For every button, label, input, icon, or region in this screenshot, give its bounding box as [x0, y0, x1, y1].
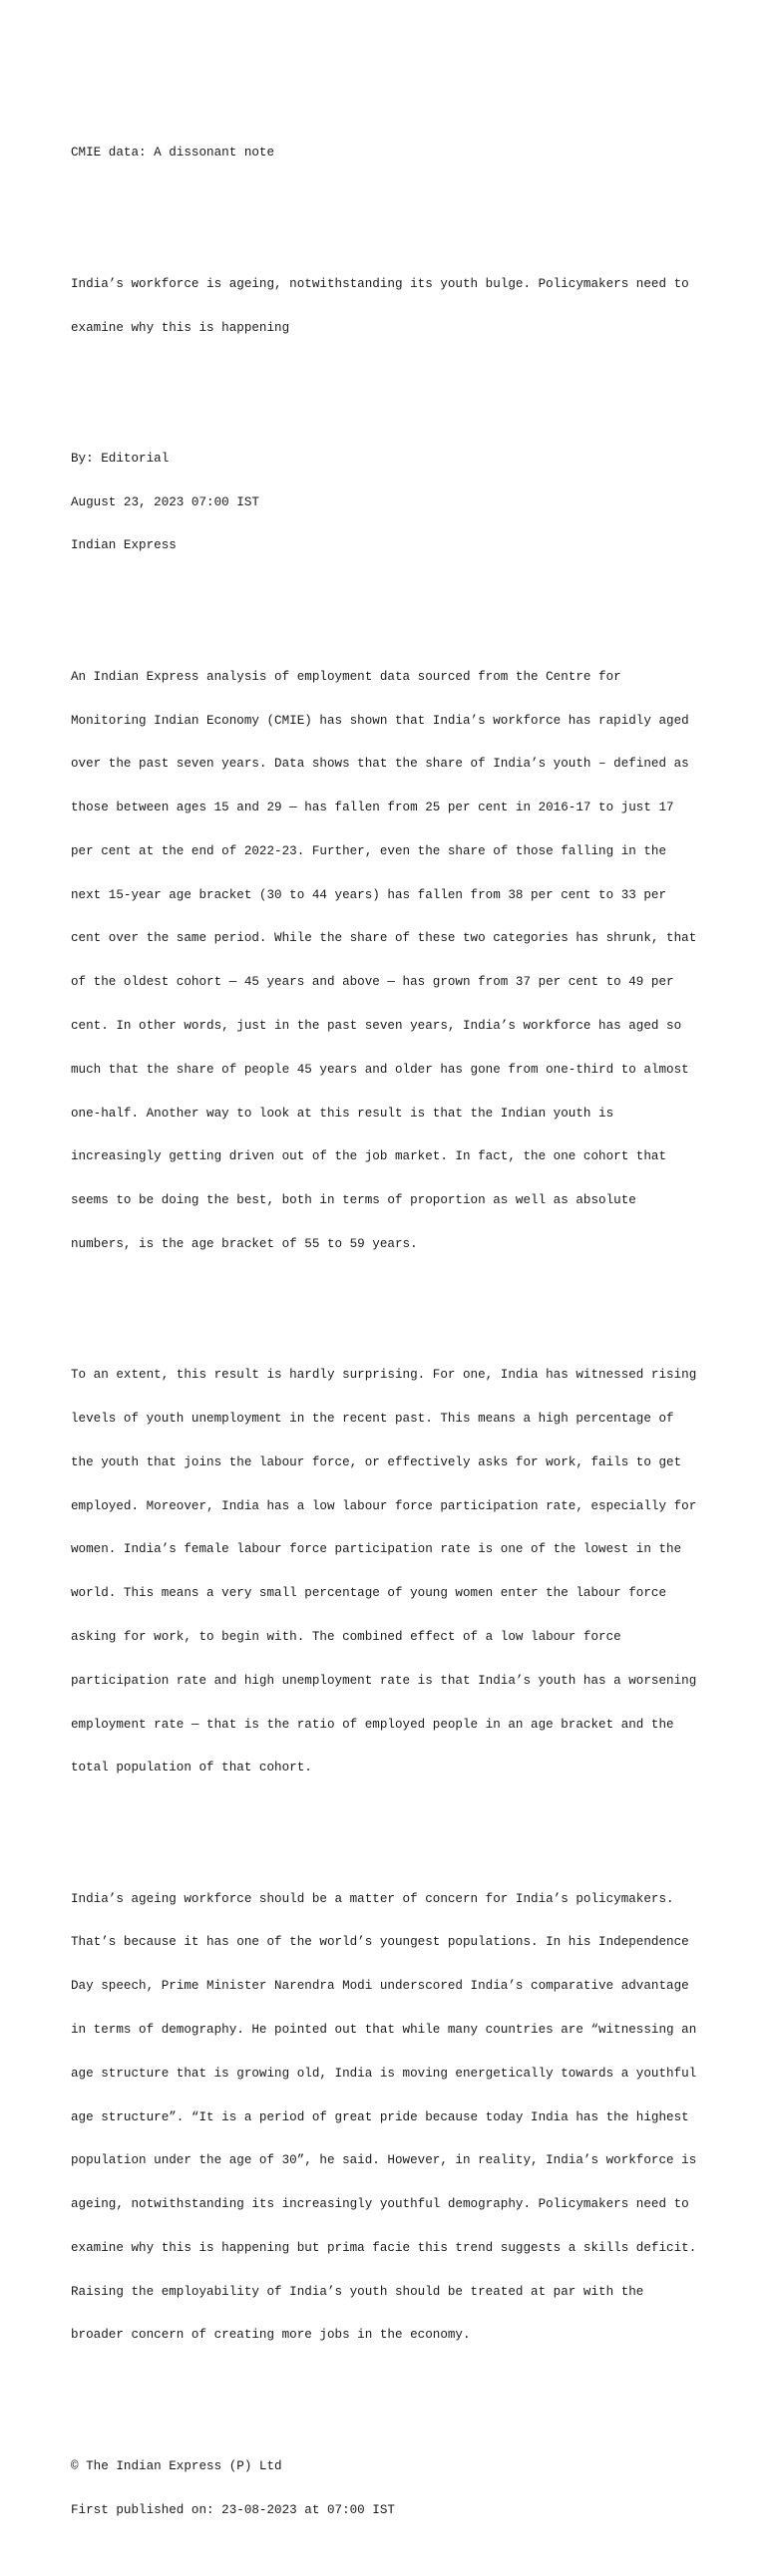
paragraph-line: age structure that is growing old, India is moving energetically towards a youthful [71, 2066, 697, 2081]
paragraph-line: next 15-year age bracket (30 to 44 years) has fallen from 38 per cent to 33 per [71, 887, 667, 902]
paragraph-line: the youth that joins the labour force, or effectively asks for work, fails to get [71, 1454, 682, 1469]
paragraph-line: An Indian Express analysis of employment data sourced from the Centre for [71, 669, 621, 684]
dateline: August 23, 2023 07:00 IST [71, 494, 259, 509]
paragraph-line: cent. In other words, just in the past seven years, India’s workforce has aged so [71, 1019, 682, 1033]
paragraph-line: those between ages 15 and 29 — has fallen from 25 per cent in 2016-17 to just 17 [71, 801, 674, 815]
paragraph-line: population under the age of 30”, he said. However, in reality, India’s workforce is [71, 2153, 697, 2168]
subtitle-block [71, 248, 719, 365]
paragraph-line: one-half. Another way to look at this result is that the Indian youth is [71, 1106, 614, 1121]
paragraph-line: employed. Moreover, India has a low labour force participation rate, especially for [71, 1498, 697, 1513]
paragraph-line: ageing, notwithstanding its increasingly youthful demography. Policymakers need to [71, 2197, 689, 2212]
article [71, 88, 719, 2576]
paragraph-line: employment rate — that is the ratio of employed people in an age bracket and the [71, 1717, 674, 1732]
paragraph-line: over the past seven years. Data shows that the share of India’s youth – defined as [71, 757, 689, 772]
paragraph-3 [71, 1862, 719, 2372]
paragraph-line: To an extent, this result is hardly surprising. For one, India has witnessed rising [71, 1368, 697, 1383]
paragraph-line: levels of youth unemployment in the recent past. This means a high percentage of [71, 1412, 674, 1427]
paragraph-line: total population of that cohort. [71, 1761, 312, 1775]
meta-block [71, 423, 719, 583]
paragraph-line: world. This means a very small percentage of young women enter the labour force [71, 1586, 667, 1601]
headline-block [71, 117, 719, 189]
paragraph-line: Day speech, Prime Minister Narendra Modi underscored India’s comparative advantage [71, 1979, 689, 1994]
paragraph-line: women. India’s female labour force participation rate is one of the lowest in the [71, 1542, 682, 1557]
paragraph-line: per cent at the end of 2022-23. Further, even the share of those falling in the [71, 843, 667, 858]
paragraph-line: cent over the same period. While the share of these two categories has shrunk, that [71, 931, 697, 946]
paragraph-line: examine why this is happening but prima facie this trend suggests a skills deficit. [71, 2240, 697, 2255]
paragraph-line: broader concern of creating more jobs in the economy. [71, 2328, 471, 2343]
paragraph-line: of the oldest cohort — 45 years and above — has grown from 37 per cent to 49 per [71, 975, 674, 990]
paragraph-line: asking for work, to begin with. The combined effect of a low labour force [71, 1629, 621, 1644]
subtitle-line: India’s workforce is ageing, notwithstanding its youth bulge. Policymakers need to [71, 276, 689, 291]
paragraph-line: Raising the employability of India’s youth should be treated at par with the [71, 2284, 644, 2299]
paragraph-line: seems to be doing the best, both in terms of proportion as well as absolute [71, 1193, 636, 1208]
publication-name: Indian Express [71, 538, 177, 553]
copyright-notice: © The Indian Express (P) Ltd [71, 2458, 282, 2473]
paragraph-line: participation rate and high unemployment rate is that India’s youth has a worsening [71, 1673, 697, 1688]
paragraph-line: increasingly getting driven out of the job market. In fact, the one cohort that [71, 1149, 667, 1164]
paragraph-line: India’s ageing workforce should be a matter of concern for India’s policymakers. [71, 1891, 674, 1906]
article-title: CMIE data: A dissonant note [71, 146, 275, 161]
paragraph-line: much that the share of people 45 years and older has gone from one-third to almost [71, 1062, 689, 1077]
first-published: First published on: 23-08-2023 at 07:00 IST [71, 2502, 395, 2517]
byline: By: Editorial [71, 451, 170, 466]
paragraph-2 [71, 1339, 719, 1804]
paragraph-line: age structure”. “It is a period of great pride because today India has the highest [71, 2109, 689, 2124]
subtitle-line: examine why this is happening [71, 320, 290, 335]
footer-block [71, 2430, 719, 2547]
paragraph-line: That’s because it has one of the world’s youngest populations. In his Independence [71, 1935, 689, 1950]
paragraph-line: Monitoring Indian Economy (CMIE) has shown that India’s workforce has rapidly aged [71, 713, 689, 728]
paragraph-line: in terms of demography. He pointed out that while many countries are “witnessing an [71, 2022, 697, 2037]
paragraph-line: numbers, is the age bracket of 55 to 59 years. [71, 1236, 418, 1251]
paragraph-1 [71, 641, 719, 1281]
